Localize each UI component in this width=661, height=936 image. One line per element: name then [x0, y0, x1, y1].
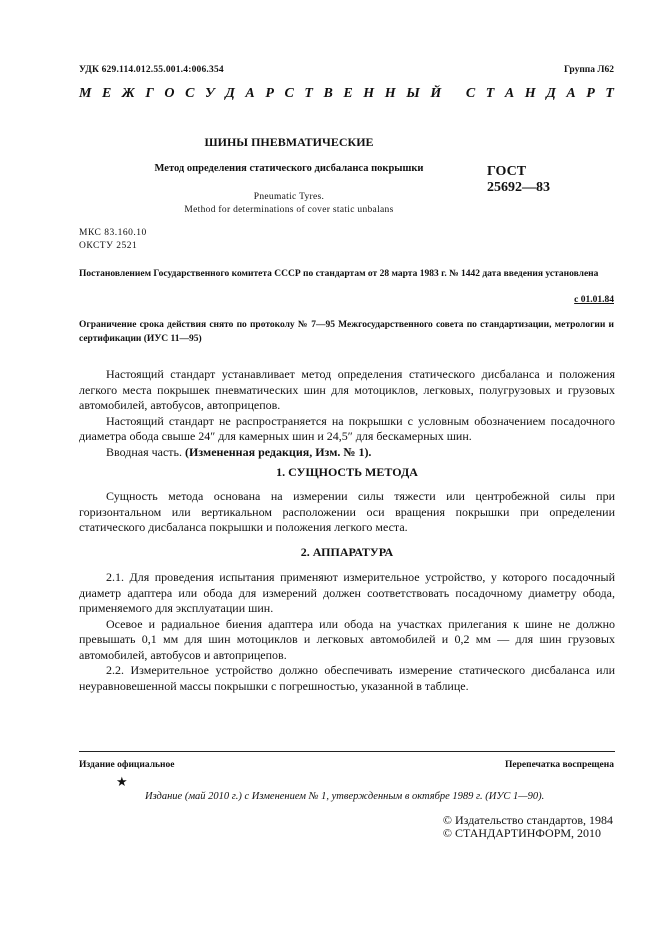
- section-1-body: [79, 489, 615, 536]
- banner-letter: А: [245, 86, 255, 101]
- banner-letter: В: [323, 86, 333, 101]
- banner-letter: М: [79, 86, 92, 101]
- banner-letter: Ы: [406, 86, 420, 101]
- banner-letter: А: [504, 86, 515, 101]
- gost-label: ГОСТ: [487, 164, 527, 179]
- banner-letter: Т: [605, 86, 614, 101]
- intro-paragraph-1: Настоящий стандарт устанавливает метод определения статического дисбаланса и положения легкого места покрышек пневматических шин для мотоциклов, легковых, полугрузовых и грузовых автомобилей, автобусов, автоприцепов.: [79, 367, 615, 412]
- banner-letter: О: [164, 86, 175, 101]
- star-icon: ★: [116, 774, 128, 789]
- okstu-code: ОКСТУ 2521: [79, 241, 138, 251]
- section-1-paragraph: Сущность метода основана на измерении силы тяжести или центробежной силы при горизонтальном или вертикальном расположении оси вращения покрышки при определении статического дисбаланса покрышки и положения легкого места.: [79, 489, 615, 534]
- intro-block: [79, 367, 615, 460]
- banner-letter: Н: [363, 86, 375, 101]
- section-1-heading: 1. СУЩНОСТЬ МЕТОДА: [276, 465, 418, 479]
- banner-letter: Ж: [121, 86, 135, 101]
- udk-code: УДК 629.114.012.55.001.4:006.354: [79, 65, 224, 75]
- section-2-body: [79, 570, 615, 694]
- restriction-text: Ограничение срока действия снято по протоколу № 7—95 Межгосударственного совета по стандартизации, метрологии и сертификации (ИУС 11—95): [79, 320, 614, 344]
- banner-letter: Е: [343, 86, 353, 101]
- clause-2-1: 2.1. Для проведения испытания применяют измерительное устройство, у которого посадочный диаметр адаптера или обода для измерений должен соответствовать посадочному диаметру обода, применяемого для эксплуатации шин.: [79, 570, 615, 615]
- document-subtitle: Метод определения статического дисбаланса покрышки: [154, 163, 424, 174]
- gost-number: 25692—83: [487, 180, 550, 195]
- classification-codes: [79, 227, 147, 253]
- banner-letter: С: [185, 86, 195, 101]
- official-edition-label: Издание официальное: [79, 760, 175, 770]
- banner-letter: Р: [265, 86, 274, 101]
- english-title-line2: Method for determinations of cover static unbalans: [184, 205, 394, 215]
- banner-letter: Е: [102, 86, 112, 101]
- gost-designation: [487, 164, 550, 196]
- document-title: ШИНЫ ПНЕВМАТИЧЕСКИЕ: [204, 135, 374, 149]
- mks-code: МКС 83.160.10: [79, 228, 147, 238]
- banner-letter: А: [566, 86, 576, 101]
- banner-letter: У: [204, 86, 215, 101]
- copyright-1984: © Издательство стандартов, 1984: [442, 813, 613, 827]
- intro-paragraph-2: Настоящий стандарт не распространяется на покрышки с условным обозначением посадочного диаметра обода свыше 24″ для камерных шин и 24,5″ для бескамерных шин.: [79, 413, 615, 443]
- clause-2-1-runout: Осевое и радиальное биения адаптера или обода на участках прилегания к шине не должно превышать 0,1 мм для шин мотоциклов и легковых автомобилей и 0,2 мм — для шин грузовых автомобилей, автобусов и автоприцепов.: [79, 616, 615, 662]
- copyright-block: [443, 814, 613, 840]
- section-2-heading: 2. АППАРАТУРА: [300, 545, 394, 559]
- intro-date: с 01.01.84: [574, 295, 614, 305]
- banner-letter: Н: [384, 86, 396, 101]
- intro-paragraph-3: [79, 445, 615, 461]
- reprint-prohibited-label: Перепечатка воспрещена: [504, 760, 614, 770]
- banner-letter: Т: [304, 86, 313, 101]
- group-code: Группа Л62: [563, 65, 614, 75]
- banner-letter: Н: [524, 86, 536, 101]
- banner-letter: Й: [430, 86, 442, 101]
- banner-letter: Д: [546, 86, 556, 101]
- banner-letter: С: [284, 86, 294, 101]
- clause-2-2: 2.2. Измерительное устройство должно обеспечивать измерение статического дисбаланса или неуравновешенной массы покрышки с погрешностью, указанной в таблице.: [79, 663, 615, 693]
- standard-banner: [79, 86, 614, 102]
- banner-letter: С: [465, 86, 476, 101]
- banner-letter: Т: [485, 86, 495, 101]
- intro-note-plain: Вводная часть.: [106, 444, 186, 459]
- english-title-line1: Pneumatic Tyres.: [253, 192, 325, 202]
- intro-note-bold: (Измененная редакция, Изм. № 1).: [185, 444, 372, 459]
- footer-divider: [79, 751, 615, 752]
- banner-letter: Г: [145, 86, 154, 101]
- banner-letter: Р: [586, 86, 595, 101]
- banner-letter: Д: [225, 86, 235, 101]
- edition-note: Издание (май 2010 г.) с Изменением № 1, утвержденным в октябре 1989 г. (ИУС 1—90).: [145, 791, 545, 802]
- copyright-2010: © СТАНДАРТИНФОРМ, 2010: [442, 826, 602, 840]
- decree-text: Постановлением Государственного комитета СССР по стандартам от 28 марта 1983 г. № 1442 дата введения установлена: [79, 269, 599, 279]
- banner-letter: [452, 86, 456, 102]
